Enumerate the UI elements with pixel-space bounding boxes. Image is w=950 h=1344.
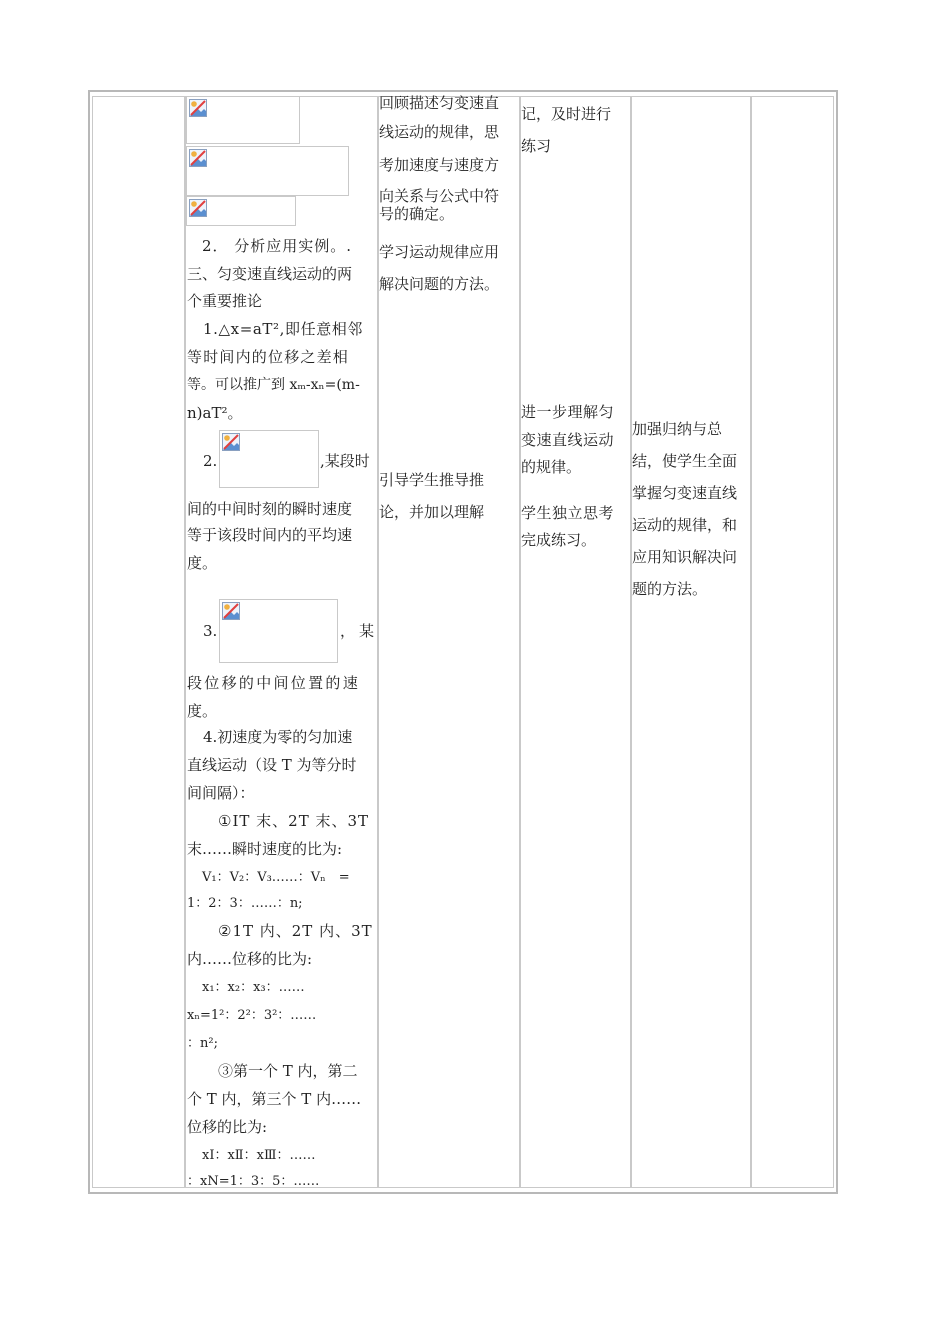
text-line: 2.: [203, 452, 218, 470]
text-line: 进一步理解匀: [521, 403, 615, 421]
text-line: ③第一个 T 内，第二: [218, 1062, 358, 1080]
table-column-4: [520, 96, 631, 1188]
text-line: 学习运动规律应用: [379, 243, 500, 261]
text-line: 等。可以推广到 xₘ-xₙ=(m-: [187, 377, 360, 393]
formula-image: [219, 430, 319, 488]
text-line: 考加速度与速度方: [379, 156, 500, 174]
text-line: ,某段时: [320, 452, 370, 470]
text-line: 1.△x=aT²,即任意相邻: [203, 320, 364, 338]
text-line: 2． 分析应用实例。.: [202, 237, 353, 255]
text-line: 号的确定。: [379, 205, 455, 223]
text-line: ：xN=1：3：5：……: [187, 1174, 320, 1189]
text-line: x₁：x₂：x₃：……: [202, 980, 305, 995]
text-line: xₙ=1²：2²：3²：……: [187, 1008, 317, 1023]
text-line: 4.初速度为零的匀加速: [203, 728, 353, 746]
text-line: 回顾描述匀变速直: [379, 94, 500, 112]
text-line: 直线运动（设 T 为等分时: [187, 756, 357, 774]
text-line: 1：2：3：……：n;: [187, 896, 303, 911]
formula-image: [186, 96, 300, 144]
text-line: 向关系与公式中符: [379, 187, 500, 205]
text-line: 末……瞬时速度的比为:: [187, 840, 343, 858]
text-line: ①IT 末、2T 末、3T: [218, 812, 370, 830]
text-line: 论，并加以理解: [379, 503, 485, 521]
text-line: 位移的比为:: [187, 1118, 268, 1136]
text-line: 段位移的中间位置的速: [187, 674, 361, 692]
text-line: 个 T 内，第三个 T 内……: [187, 1090, 362, 1108]
text-line: 学生独立思考: [521, 504, 615, 522]
text-line: 的规律。: [521, 458, 582, 476]
formula-image: [186, 196, 296, 226]
text-line: 记，及时进行: [521, 105, 612, 123]
section-heading: 个重要推论: [187, 292, 263, 310]
section-heading: 三、匀变速直线运动的两: [187, 265, 353, 283]
text-line: 运动的规律，和: [632, 516, 738, 534]
text-line: ，某: [340, 622, 379, 640]
table-column-5: [631, 96, 751, 1188]
text-line: 3.: [203, 622, 218, 640]
text-line: 度。: [187, 554, 218, 572]
text-line: 完成练习。: [521, 531, 597, 549]
table-column-6: [751, 96, 834, 1188]
text-line: 题的方法。: [632, 580, 708, 598]
text-line: 等时间内的位移之差相: [187, 348, 350, 366]
text-line: 线运动的规律，思: [379, 123, 500, 141]
broken-image-icon: [189, 149, 207, 167]
text-line: 间的中间时刻的瞬时速度: [187, 500, 353, 518]
broken-image-icon: [222, 602, 240, 620]
text-line: 等于该段时间内的平均速: [187, 526, 353, 544]
text-line: 加强归纳与总: [632, 420, 723, 438]
text-line: 变速直线运动: [521, 431, 615, 449]
text-line: 解决问题的方法。: [379, 275, 500, 293]
text-line: n)aT²。: [187, 404, 243, 422]
text-line: 内……位移的比为:: [187, 950, 313, 968]
broken-image-icon: [222, 433, 240, 451]
text-line: 练习: [521, 137, 552, 155]
formula-image: [219, 599, 338, 663]
text-line: ：n²;: [187, 1036, 218, 1051]
broken-image-icon: [189, 199, 207, 217]
text-line: 间间隔）：: [187, 784, 255, 802]
text-line: 度。: [187, 702, 218, 720]
formula-image: [186, 146, 349, 196]
text-line: 结，使学生全面: [632, 452, 738, 470]
text-line: V₁：V₂：V₃……：Vₙ =: [202, 870, 350, 885]
text-line: 掌握匀变速直线: [632, 484, 738, 502]
text-line: 引导学生推导推: [379, 471, 485, 489]
text-line: ②1T 内、2T 内、3T: [218, 922, 373, 940]
broken-image-icon: [189, 99, 207, 117]
text-line: 应用知识解决问: [632, 548, 738, 566]
text-line: xⅠ：xⅡ：xⅢ：……: [202, 1148, 316, 1163]
table-column-1: [92, 96, 185, 1188]
